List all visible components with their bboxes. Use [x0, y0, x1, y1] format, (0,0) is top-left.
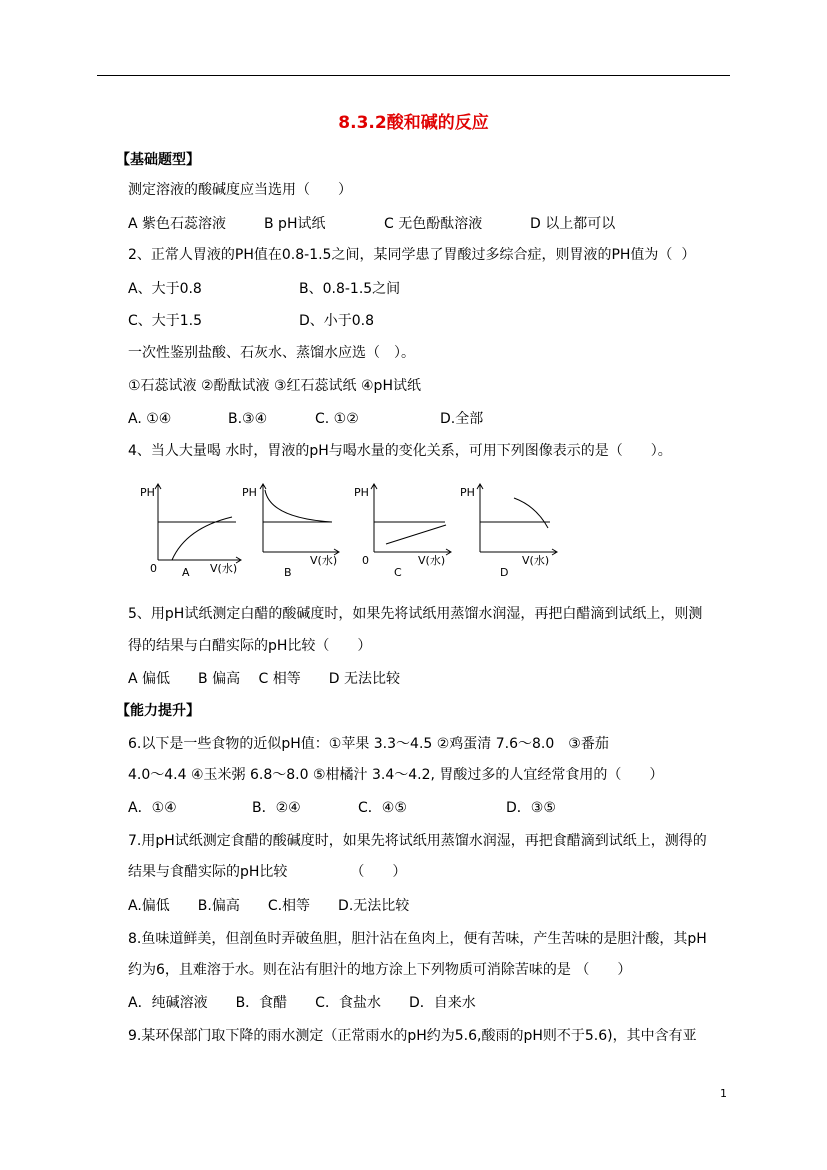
graph-c-letter: C	[394, 566, 402, 579]
q5-stem-line1: 5、用pH试纸测定白醋的酸碱度时，如果先将试纸用蒸馏水润湿，再把白醋滴到试纸上，则测	[128, 606, 703, 622]
q7-stem-line2: 结果与食醋实际的pH比较 （ ）	[128, 864, 407, 880]
graph-d-letter: D	[500, 566, 509, 579]
q1-stem: 测定溶液的酸碱度应当选用（ ）	[128, 182, 352, 198]
graph-b-letter: B	[284, 566, 292, 579]
q6-option-d: D．③⑤	[506, 800, 556, 816]
q6-stem-line1: 6.以下是一些食物的近似pH值：①苹果 3.3～4.5 ②鸡蛋清 7.6～8.0 ③番茄	[128, 736, 609, 752]
q3-option-a: A. ①④	[128, 411, 172, 427]
graph-a-ylabel: PH	[140, 486, 155, 499]
page-number: 1	[720, 1087, 727, 1100]
graph-b-xlabel: V(水)	[310, 554, 338, 567]
q1-option-d: D 以上都可以	[530, 216, 616, 232]
q4-graphs	[128, 480, 568, 590]
header-rule	[97, 75, 730, 76]
q3-option-d: D.全部	[440, 411, 484, 427]
q1-option-b: B pH试纸	[264, 216, 326, 232]
q5-stem-line2: 得的结果与白醋实际的pH比较（ ）	[128, 638, 372, 654]
q3-option-b: B.③④	[228, 411, 268, 427]
q2-option-a: A、大于0.8	[128, 281, 202, 297]
q3-option-c: C. ①②	[315, 411, 359, 427]
q6-stem-line2: 4.0～4.4 ④玉米粥 6.8～8.0 ⑤柑橘汁 3.4～4.2, 胃酸过多的人宜经常食用的（ ）	[128, 767, 664, 783]
graph-c-xlabel: V(水)	[418, 554, 446, 567]
section-advanced: 【能力提升】	[116, 703, 200, 719]
graph-d	[456, 480, 566, 590]
q7-options: A.偏低 B.偏高 C.相等 D.无法比较	[128, 898, 410, 914]
graph-d-xlabel: V(水)	[522, 554, 550, 567]
graph-c-origin: 0	[362, 554, 369, 567]
graph-b	[238, 480, 348, 590]
q6-option-b: B．②④	[252, 800, 301, 816]
q4-stem: 4、当人大量喝 水时，胃液的pH与喝水量的变化关系，可用下列图像表示的是（ ）。	[128, 443, 672, 459]
page-title: 8.3.2酸和碱的反应	[338, 113, 489, 133]
graph-c	[350, 480, 460, 590]
q8-stem-line2: 约为6，且难溶于水。则在沾有胆汁的地方涂上下列物质可消除苦味的是 （ ）	[128, 962, 632, 978]
section-basic: 【基础题型】	[116, 152, 200, 168]
q2-option-c: C、大于1.5	[128, 313, 203, 329]
q9-stem-line1: 9.某环保部门取下降的雨水测定（正常雨水的pH约为5.6,酸雨的pH则不于5.6)，其中含有亚	[128, 1028, 697, 1044]
q8-stem-line1: 8.鱼味道鲜美，但剖鱼时弄破鱼胆，胆汁沾在鱼肉上，便有苦味，产生苦味的是胆汁酸，其pH	[128, 931, 707, 947]
graph-a-letter: A	[182, 566, 190, 579]
q3-stem: 一次性鉴别盐酸、石灰水、蒸馏水应选（ ）。	[128, 345, 415, 361]
graph-a-origin: 0	[150, 562, 157, 575]
q2-option-b: B、0.8-1.5之间	[299, 281, 401, 297]
graph-a-xlabel: V(水)	[210, 562, 238, 575]
graph-d-ylabel: PH	[460, 486, 475, 499]
q3-choices: ①石蕊试液 ②酚酞试液 ③红石蕊试纸 ④pH试纸	[128, 378, 421, 394]
graph-b-ylabel: PH	[242, 486, 257, 499]
graph-c-ylabel: PH	[354, 486, 369, 499]
q8-options: A．纯碱溶液 B．食醋 C．食盐水 D．自来水	[128, 995, 476, 1011]
q1-option-a: A 紫色石蕊溶液	[128, 216, 227, 232]
q5-options: A 偏低 B 偏高 C 相等 D 无法比较	[128, 671, 400, 687]
q2-stem: 2、正常人胃液的PH值在0.8-1.5之间，某同学患了胃酸过多综合症，则胃液的PH值为（ ）	[128, 247, 696, 263]
graph-a	[136, 480, 246, 590]
q6-option-a: A．①④	[128, 800, 177, 816]
q1-option-c: C 无色酚酞溶液	[384, 216, 483, 232]
q2-option-d: D、小于0.8	[299, 313, 375, 329]
q7-stem-line1: 7.用pH试纸测定食醋的酸碱度时，如果先将试纸用蒸馏水润湿，再把食醋滴到试纸上，测得的	[128, 833, 707, 849]
q6-option-c: C．④⑤	[358, 800, 407, 816]
